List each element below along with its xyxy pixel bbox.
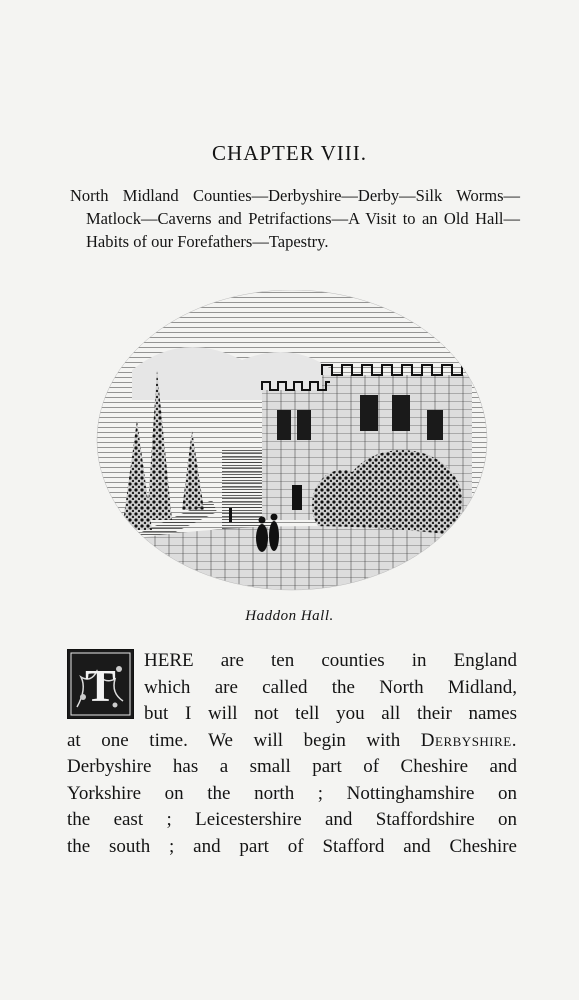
body-line-4: at one time. We will begin with Derbyshire. (67, 729, 517, 751)
illustration-caption: Haddon Hall. (245, 608, 334, 624)
body-line-3: but I will not tell you all their names (144, 703, 517, 724)
body-line-5: Derbyshire has a small part of Cheshire and (67, 756, 517, 777)
body-line-2: which are called the North Midland, (144, 676, 517, 698)
decorated-initial-icon (67, 649, 134, 719)
body-line-8: the south ; and part of Stafford and Cheshire (67, 835, 517, 857)
body-line-6: Yorkshire on the north ; Nottinghamshire on (67, 782, 517, 804)
chapter-summary: North Midland Counties—Derbyshire—Derby—Silk Worms—Matlock—Caverns and Petrifactions—A Visit to an Old Hall—Habits of our Forefathers—Tapestry. (70, 186, 520, 251)
body-line-7: the east ; Leicestershire and Staffordshire on (67, 809, 517, 830)
haddon-hall-engraving (92, 290, 492, 600)
emphasized-county: Derbyshire. (420, 729, 517, 751)
body-line-1: HERE are ten counties in England (144, 650, 517, 671)
body-paragraph (67, 648, 517, 860)
chapter-title: CHAPTER VIII. (212, 141, 367, 165)
dropcap-letter: T (85, 660, 116, 711)
